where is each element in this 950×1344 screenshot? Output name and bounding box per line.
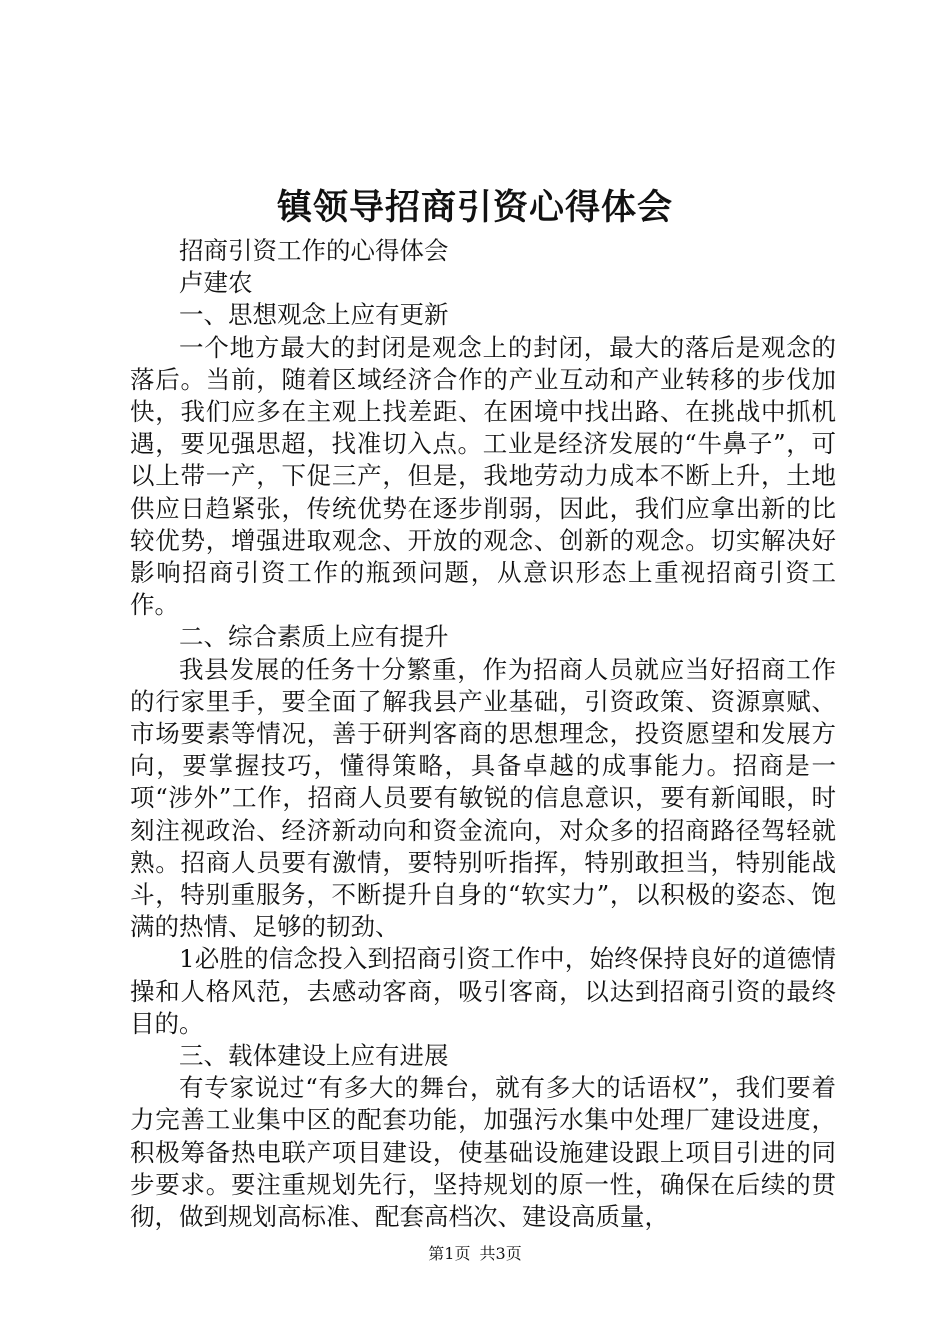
section-heading-3: 三、载体建设上应有进展 <box>179 1041 449 1071</box>
section-heading-1: 一、思想观念上应有更新 <box>179 300 449 330</box>
paragraph: 一个地方最大的封闭是观念上的封闭，最大的落后是观念的落后。当前，随着区域经济合作的产业互动和产业转移的步伐加快，我们应多在主观上找差距、在困境中找出路、在挑战中抓机遇，要见强思超，找准切入点。工业是经济发展的“牛鼻子”，可以上带一产，下促三产，但是，我地劳动力成本不断上升，土地供应日趋紧张，传统优势在逐步削弱，因此，我们应拿出新的比较优势，增强进取观念、开放的观念、创新的观念。切实解决好影响招商引资工作的瓶颈问题，从意识形态上重视招商引资工作。 <box>130 332 836 620</box>
paragraph: 我县发展的任务十分繁重，作为招商人员就应当好招商工作的行家里手，要全面了解我县产业基础，引资政策、资源禀赋、市场要素等情况，善于研判客商的思想理念，投资愿望和发展方向，要掌握技巧，懂得策略，具备卓越的成事能力。招商是一项“涉外”工作，招商人员要有敏锐的信息意识，要有新闻眼，时刻注视政治、经济新动向和资金流向，对众多的招商路径驾轻就熟。招商人员要有激情，要特别听指挥，特别敢担当，特别能战斗，特别重服务，不断提升自身的“软实力”，以积极的姿态、饱满的热情、足够的韧劲、 <box>130 654 836 942</box>
document-body <box>130 235 836 1233</box>
paragraph: 1必胜的信念投入到招商引资工作中，始终保持良好的道德情操和人格风范，去感动客商，吸引客商，以达到招商引资的最终目的。 <box>130 944 836 1038</box>
subtitle: 招商引资工作的心得体会 <box>179 236 449 265</box>
page-footer <box>0 1242 950 1266</box>
paragraph: 有专家说过“有多大的舞台，就有多大的话语权”，我们要着力完善工业集中区的配套功能，加强污水集中处理厂建设进度，积极筹备热电联产项目建设，使基础设施建设跟上项目引进的同步要求。要注重规划先行，坚持规划的原一性，确保在后续的贯彻，做到规划高标准、配套高档次、建设高质量， <box>130 1073 836 1232</box>
page-title: 镇领导招商引资心得体会 <box>276 187 673 228</box>
page-number: 第1页 <box>428 1244 471 1263</box>
section-heading-2: 二、综合素质上应有提升 <box>179 622 449 652</box>
author: 卢建农 <box>179 268 253 298</box>
page-total: 共3页 <box>479 1244 522 1263</box>
